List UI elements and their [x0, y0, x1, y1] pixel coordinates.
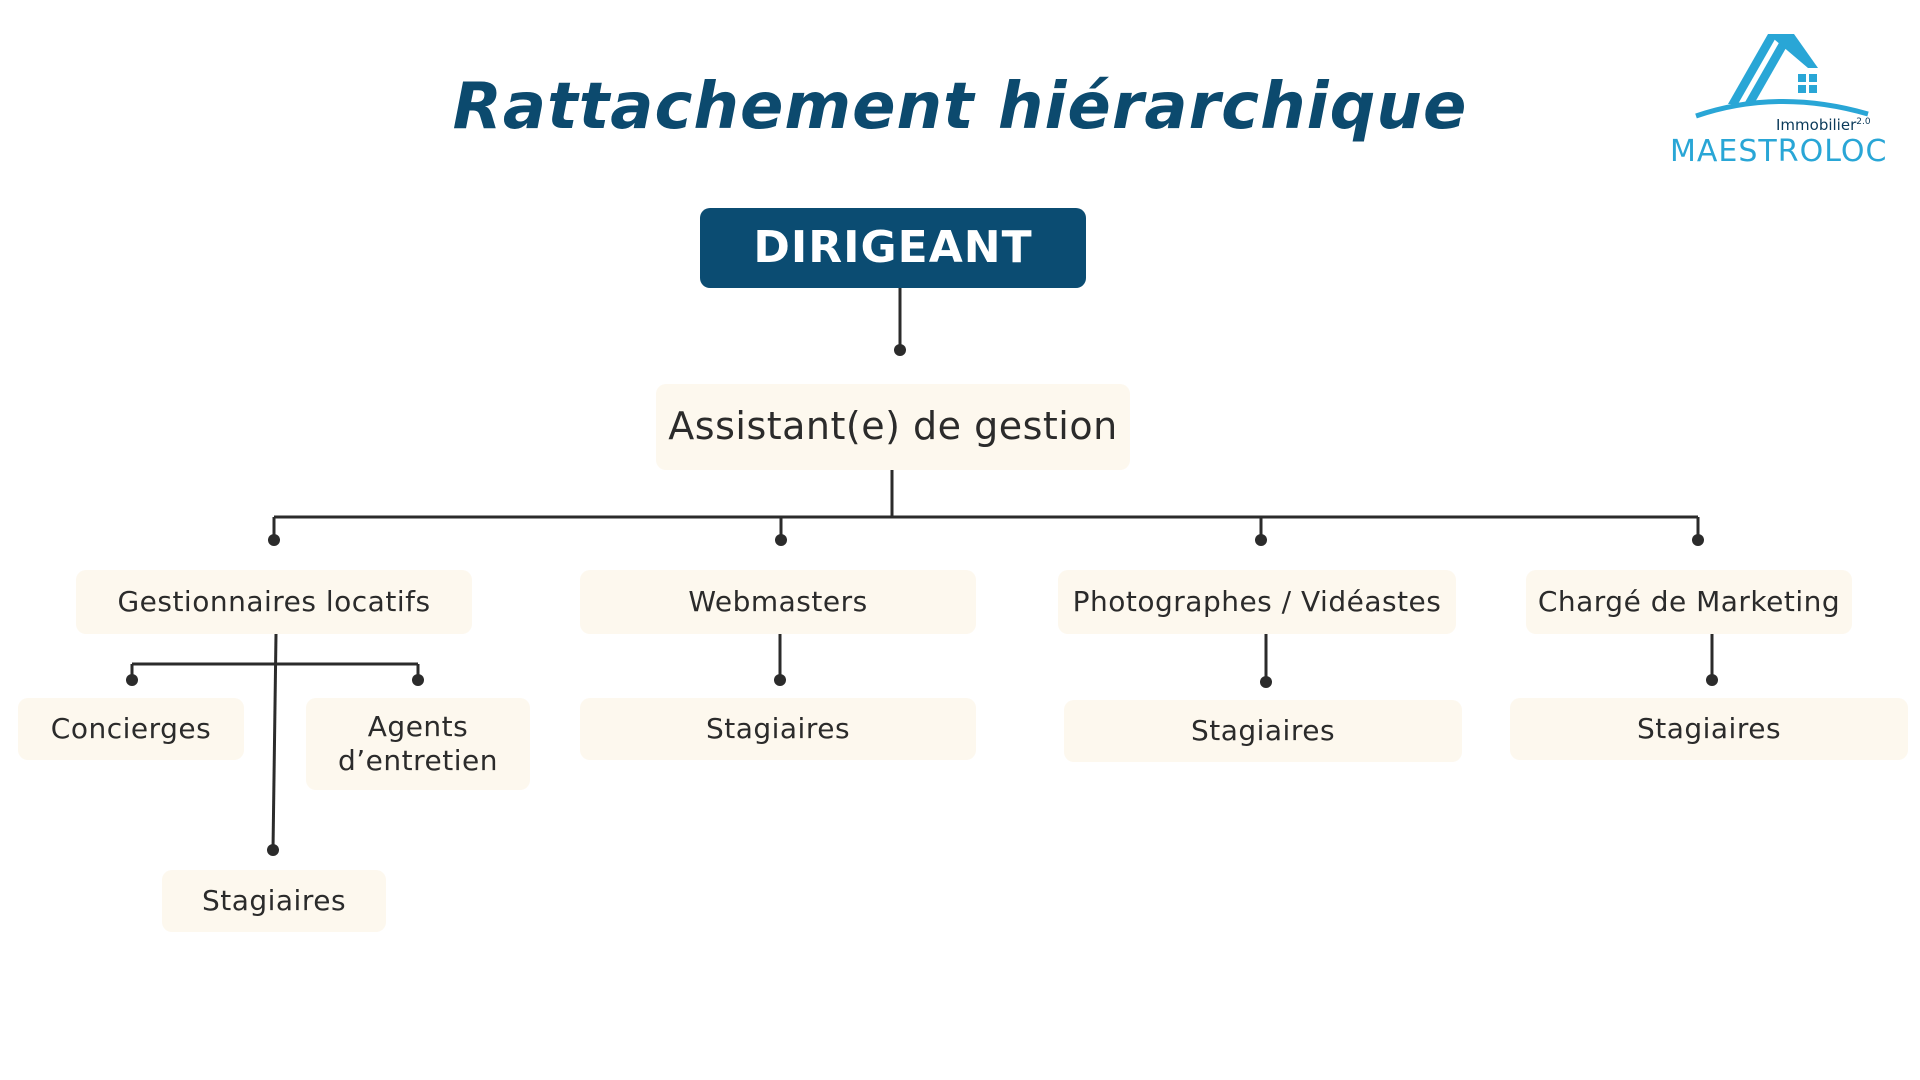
node-dirigeant: DIRIGEANT [700, 208, 1086, 288]
connector-dot [775, 534, 787, 546]
connector-dot [268, 534, 280, 546]
connector-dot [774, 674, 786, 686]
node-gestionnaires-locatifs: Gestionnaires locatifs [76, 570, 472, 634]
connector-dot [1255, 534, 1267, 546]
connector-dot [1692, 534, 1704, 546]
node-concierges: Concierges [18, 698, 244, 760]
connector-dot [894, 344, 906, 356]
page-title: Rattachement hiérarchique [452, 70, 1468, 144]
node-photographes-videastes: Photographes / Vidéastes [1058, 570, 1456, 634]
connector-gestionnaires-stagiaires [273, 634, 276, 850]
node-stagiaires-photographes: Stagiaires [1064, 700, 1462, 762]
logo-version: 2.0 [1856, 117, 1871, 127]
logo-name: MAESTROLOC [1670, 134, 1888, 169]
node-stagiaires-gestionnaires: Stagiaires [162, 870, 386, 932]
node-agents-entretien: Agents d’entretien [306, 698, 530, 790]
connector-dot [267, 844, 279, 856]
node-charge-marketing: Chargé de Marketing [1526, 570, 1852, 634]
node-stagiaires-webmasters: Stagiaires [580, 698, 976, 760]
node-stagiaires-marketing: Stagiaires [1510, 698, 1908, 760]
node-assistant-gestion: Assistant(e) de gestion [656, 384, 1130, 470]
connector-dot [1706, 674, 1718, 686]
node-webmasters: Webmasters [580, 570, 976, 634]
connector-dot [1260, 676, 1272, 688]
connector-dot [412, 674, 424, 686]
connector-dot [126, 674, 138, 686]
logo-subtitle-text: Immobilier [1776, 116, 1857, 134]
